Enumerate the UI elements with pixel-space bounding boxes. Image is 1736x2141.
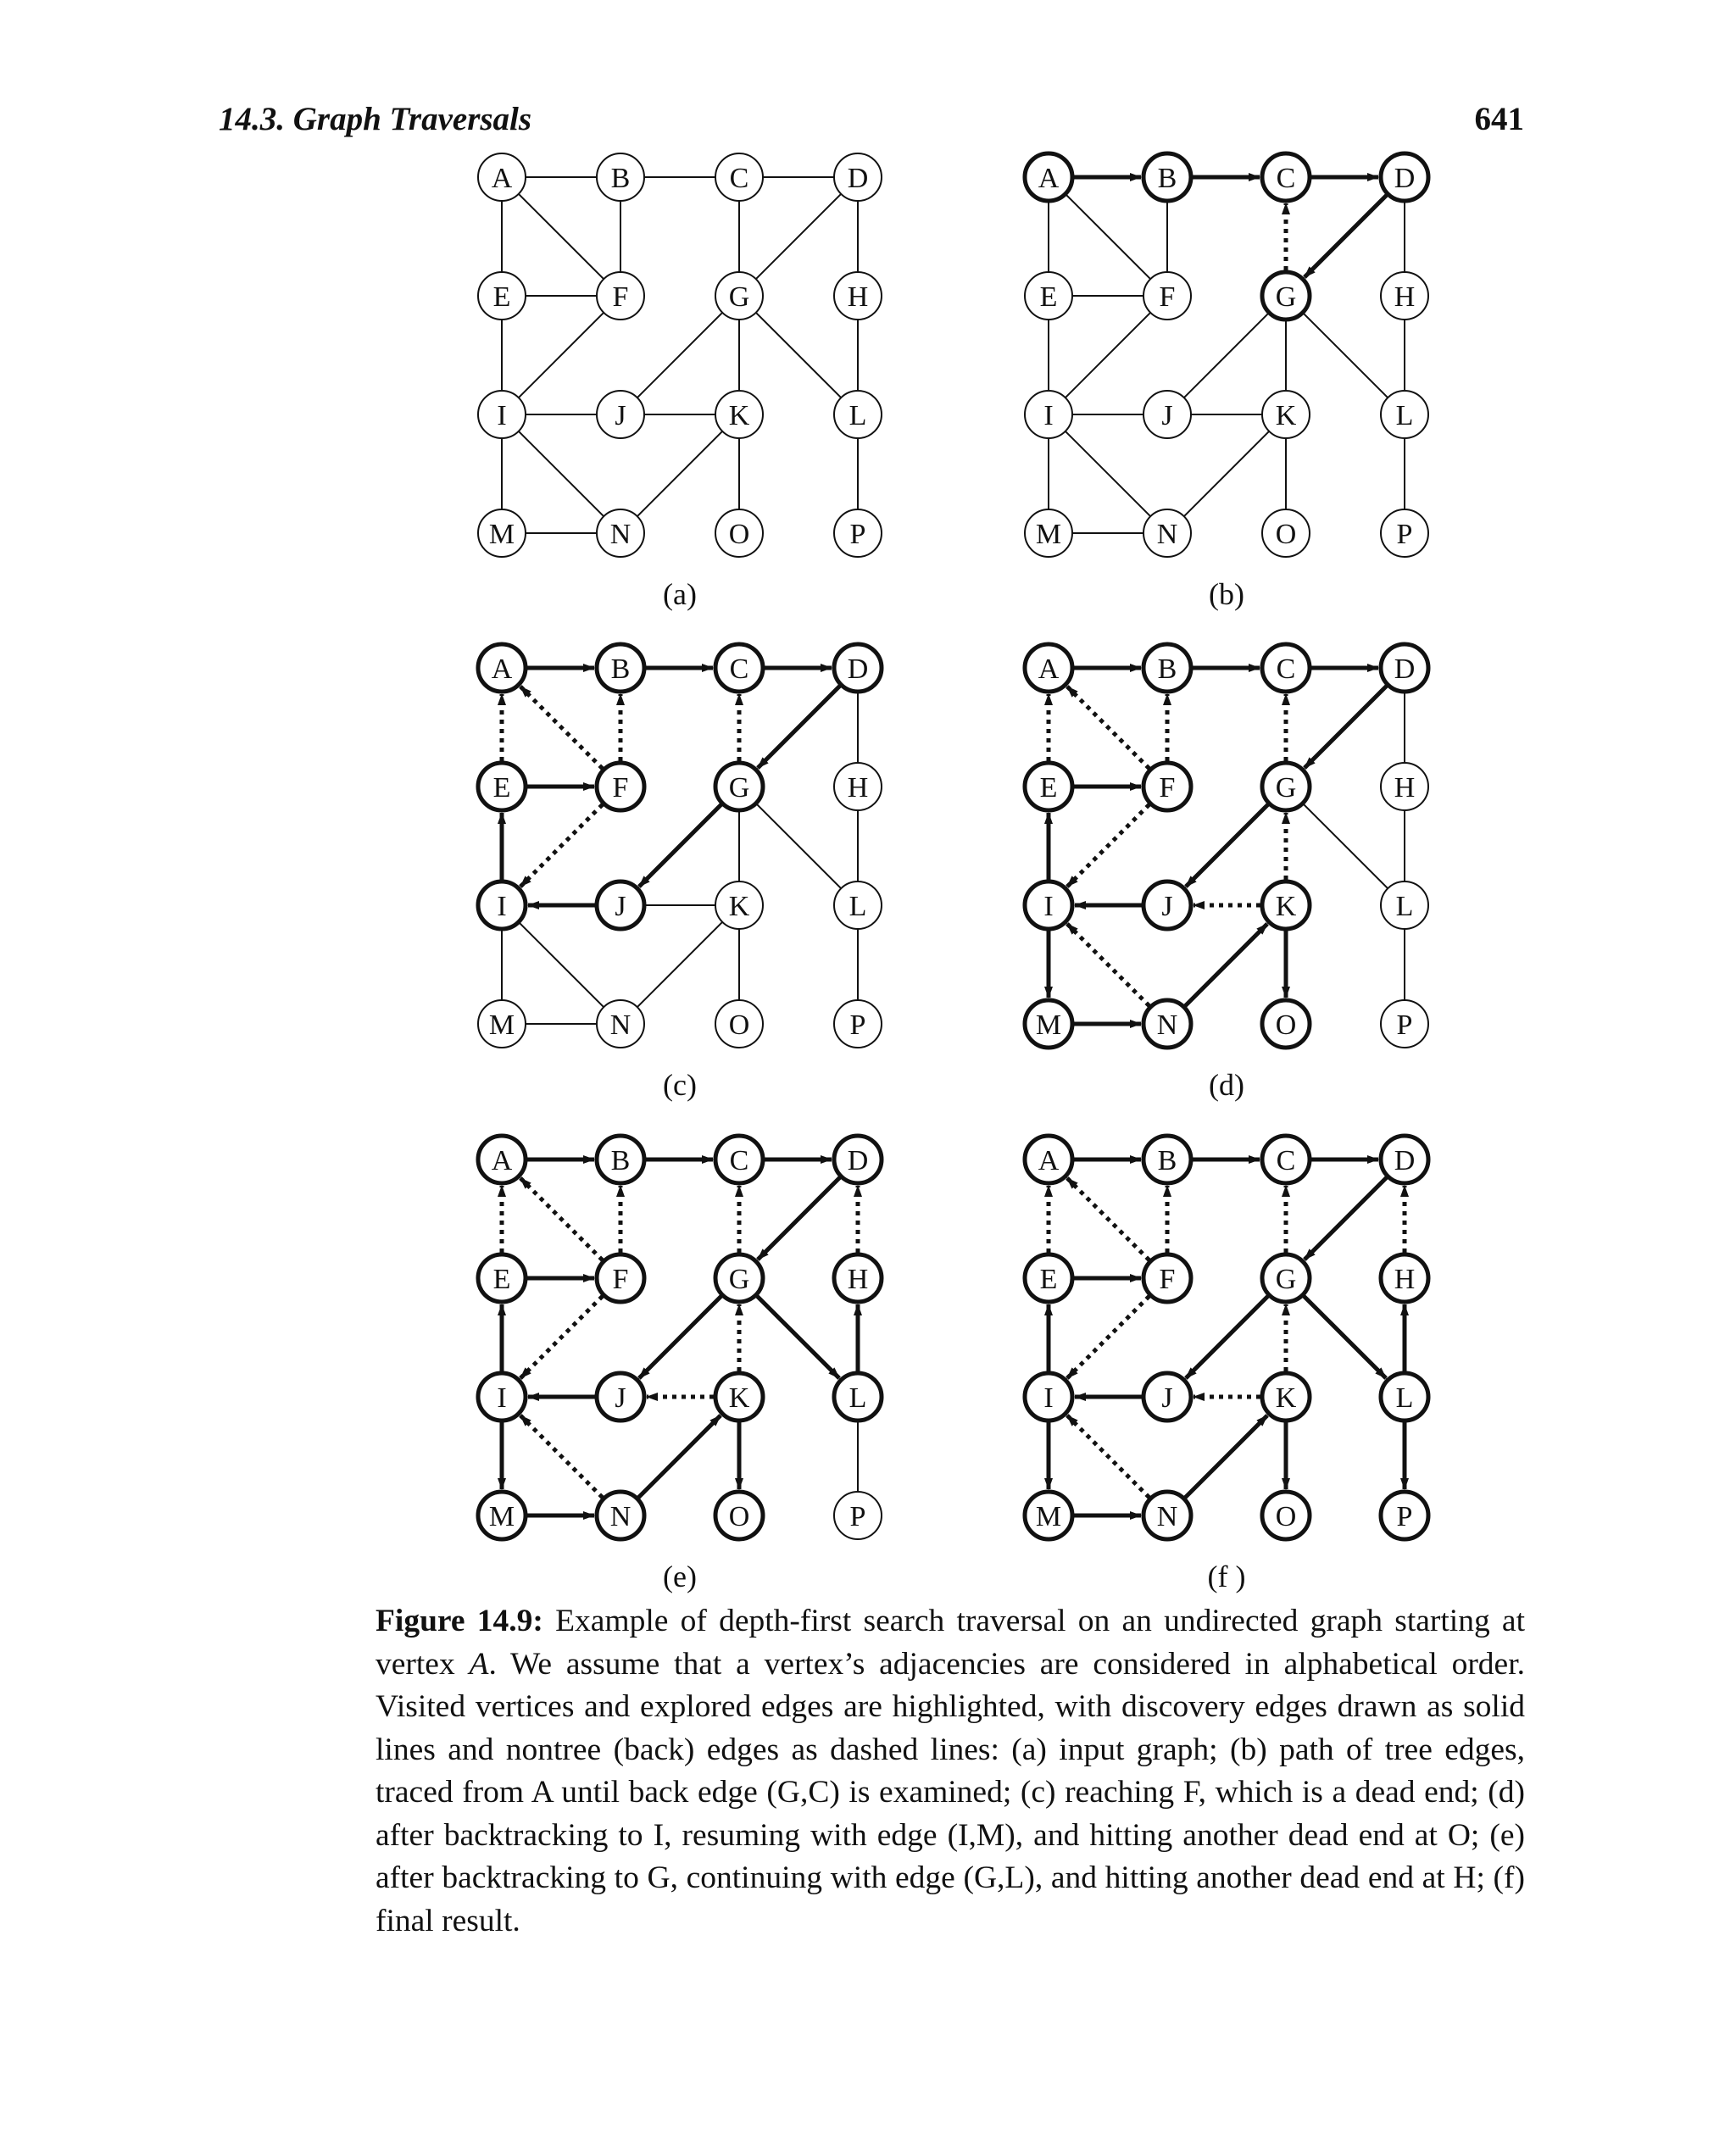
vertex-label-O: O	[728, 519, 750, 550]
vertex-label-M: M	[488, 519, 515, 550]
tree-edge-GL	[1304, 1296, 1386, 1378]
panel-4	[478, 1136, 882, 1593]
back-edge-FA	[1067, 687, 1149, 769]
vertex-label-C: C	[1276, 163, 1296, 194]
vertex-label-N: N	[609, 519, 632, 550]
vertex-label-K: K	[1275, 891, 1297, 922]
vertex-label-N: N	[1156, 1009, 1178, 1041]
panel-5	[1025, 1136, 1428, 1593]
vertex-label-G: G	[728, 281, 750, 313]
vertex-label-F: F	[1159, 772, 1176, 804]
back-edge-FI	[520, 1296, 603, 1378]
edge-GL	[756, 804, 841, 888]
vertex-label-B: B	[610, 653, 631, 685]
vertex-label-O: O	[1275, 1501, 1297, 1532]
vertex-label-I: I	[497, 891, 507, 922]
vertex-label-E: E	[492, 772, 511, 804]
back-edge-FA	[520, 1178, 603, 1260]
vertex-label-N: N	[1156, 1501, 1178, 1532]
vertex-label-G: G	[1275, 772, 1297, 804]
vertex-label-E: E	[1039, 1264, 1058, 1295]
vertex-label-C: C	[1276, 653, 1296, 685]
vertex-label-C: C	[729, 1145, 749, 1176]
tree-edge-DG	[758, 1177, 840, 1260]
edge-GJ	[637, 313, 722, 398]
vertex-label-J: J	[615, 891, 626, 922]
vertex-label-E: E	[492, 1264, 511, 1295]
back-edge-NI	[1067, 924, 1149, 1006]
vertex-label-M: M	[1035, 519, 1062, 550]
edge-GL	[1303, 804, 1388, 888]
vertex-label-M: M	[1035, 1501, 1062, 1532]
edge-GL	[1303, 313, 1388, 398]
vertex-label-I: I	[497, 400, 507, 431]
vertex-label-K: K	[1275, 400, 1297, 431]
vertex-label-L: L	[1395, 400, 1414, 431]
page-number: 641	[1474, 101, 1524, 137]
edge-AF	[519, 194, 604, 279]
vertex-label-L: L	[1395, 1382, 1414, 1414]
vertex-label-I: I	[1043, 891, 1054, 922]
vertex-label-O: O	[728, 1501, 750, 1532]
vertex-label-L: L	[849, 1382, 867, 1414]
vertex-label-H: H	[847, 772, 869, 804]
panel-0	[478, 153, 882, 611]
panel-label: (a)	[663, 577, 697, 611]
panel-label: (b)	[1209, 577, 1244, 611]
vertex-label-D: D	[847, 163, 869, 194]
vertex-label-G: G	[1275, 1264, 1297, 1295]
panel-label: (c)	[663, 1068, 697, 1102]
vertex-label-H: H	[847, 281, 869, 313]
vertex-label-O: O	[1275, 519, 1297, 550]
tree-edge-GJ	[1186, 804, 1268, 887]
figure-caption	[376, 1600, 1525, 1943]
vertex-label-L: L	[849, 891, 867, 922]
vertex-label-I: I	[1043, 400, 1054, 431]
vertex-label-J: J	[1161, 891, 1173, 922]
vertex-label-H: H	[1394, 1264, 1416, 1295]
panel-1	[1025, 153, 1428, 611]
tree-edge-GJ	[639, 1296, 721, 1378]
vertex-label-H: H	[847, 1264, 869, 1295]
vertex-label-K: K	[728, 891, 750, 922]
vertex-label-G: G	[728, 772, 750, 804]
panel-label: (e)	[663, 1560, 697, 1593]
vertex-label-A: A	[491, 163, 513, 194]
edge-IN	[1066, 431, 1150, 516]
vertex-label-M: M	[1035, 1009, 1062, 1041]
tree-edge-GJ	[1186, 1296, 1268, 1378]
vertex-label-M: M	[488, 1009, 515, 1041]
vertex-label-E: E	[1039, 772, 1058, 804]
vertex-label-E: E	[492, 281, 511, 313]
panel-label: (d)	[1209, 1068, 1244, 1102]
tree-edge-NK	[638, 1415, 721, 1498]
vertex-label-B: B	[1157, 163, 1177, 194]
vertex-label-K: K	[728, 1382, 750, 1414]
vertex-label-A: A	[491, 1145, 513, 1176]
vertex-label-N: N	[609, 1501, 632, 1532]
vertex-label-A: A	[1038, 653, 1060, 685]
vertex-label-F: F	[1159, 1264, 1176, 1295]
edge-FI	[519, 313, 604, 398]
vertex-label-P: P	[849, 1009, 866, 1041]
caption-text-1: Example of depth-first search traversal on an undirected graph starting at vertex	[376, 1604, 1525, 1682]
vertex-label-H: H	[1394, 772, 1416, 804]
vertex-label-A: A	[491, 653, 513, 685]
vertex-label-F: F	[612, 772, 629, 804]
edge-FI	[1066, 313, 1150, 398]
vertex-label-H: H	[1394, 281, 1416, 313]
vertex-label-A: A	[1038, 1145, 1060, 1176]
vertex-label-B: B	[1157, 653, 1177, 685]
vertex-label-D: D	[1394, 1145, 1416, 1176]
edge-DG	[756, 194, 841, 279]
vertex-label-P: P	[1396, 519, 1413, 550]
caption-text-2: . We assume that a vertex’s adjacencies are considered in alphabetical order. Visited vertices and explored edges are highlighted, with discovery edges drawn as solid lines and nontree (back) edges as dashed lines: (a) input graph; (b) path of tree edges, traced from A until back edge (G,C) is examined; (c) reaching F, which is a dead end; (d) after backtracking to I, resuming with edge (I,M), and hitting another dead end at O; (e) after backtracking to G, continuing with edge (G,L), and hitting another dead end at H; (f) final result.	[376, 1646, 1525, 1938]
tree-edge-NK	[1185, 924, 1267, 1006]
vertex-label-L: L	[849, 400, 867, 431]
tree-edge-DG	[1305, 686, 1387, 768]
vertex-label-L: L	[1395, 891, 1414, 922]
vertex-label-N: N	[609, 1009, 632, 1041]
tree-edge-DG	[1305, 1177, 1387, 1260]
tree-edge-NK	[1185, 1415, 1267, 1498]
vertex-label-B: B	[610, 1145, 631, 1176]
vertex-label-J: J	[1161, 1382, 1173, 1414]
tree-edge-GL	[757, 1296, 839, 1378]
vertex-label-D: D	[1394, 163, 1416, 194]
vertex-label-F: F	[1159, 281, 1176, 313]
vertex-label-J: J	[615, 1382, 626, 1414]
vertex-label-A: A	[1038, 163, 1060, 194]
edge-AF	[1066, 194, 1150, 279]
back-edge-FI	[1067, 1296, 1149, 1378]
vertex-label-C: C	[729, 163, 749, 194]
vertex-label-K: K	[1275, 1382, 1297, 1414]
back-edge-NI	[520, 1415, 603, 1498]
caption-vertex: A	[469, 1646, 489, 1682]
vertex-label-O: O	[1275, 1009, 1297, 1041]
edge-IN	[519, 431, 604, 516]
edge-KN	[637, 431, 722, 516]
vertex-label-F: F	[612, 1264, 629, 1295]
vertex-label-C: C	[1276, 1145, 1296, 1176]
vertex-label-K: K	[728, 400, 750, 431]
panel-2	[478, 644, 882, 1102]
edge-KN	[1184, 431, 1269, 516]
back-edge-FA	[1067, 1178, 1149, 1260]
vertex-label-J: J	[1161, 400, 1173, 431]
panel-label: (f )	[1207, 1560, 1246, 1593]
vertex-label-C: C	[729, 653, 749, 685]
back-edge-NI	[1067, 1415, 1149, 1498]
back-edge-FA	[520, 687, 603, 769]
tree-edge-DG	[1305, 195, 1387, 277]
vertex-label-I: I	[1043, 1382, 1054, 1414]
vertex-label-P: P	[1396, 1009, 1413, 1041]
vertex-label-E: E	[1039, 281, 1058, 313]
back-edge-FI	[520, 804, 603, 887]
back-edge-FI	[1067, 804, 1149, 887]
vertex-label-J: J	[615, 400, 626, 431]
caption-label: Figure 14.9:	[376, 1604, 543, 1638]
tree-edge-DG	[758, 686, 840, 768]
vertex-label-G: G	[1275, 281, 1297, 313]
vertex-label-F: F	[612, 281, 629, 313]
edge-GL	[756, 313, 841, 398]
vertex-label-D: D	[1394, 653, 1416, 685]
edge-KN	[637, 922, 722, 1007]
vertex-label-I: I	[497, 1382, 507, 1414]
vertex-label-D: D	[847, 1145, 869, 1176]
vertex-label-B: B	[610, 163, 631, 194]
vertex-label-M: M	[488, 1501, 515, 1532]
edge-GJ	[1184, 313, 1269, 398]
section-title: 14.3. Graph Traversals	[219, 101, 532, 137]
panel-3	[1025, 644, 1428, 1102]
vertex-label-B: B	[1157, 1145, 1177, 1176]
vertex-label-N: N	[1156, 519, 1178, 550]
vertex-label-P: P	[849, 1501, 866, 1532]
vertex-label-P: P	[849, 519, 866, 550]
vertex-label-G: G	[728, 1264, 750, 1295]
vertex-label-D: D	[847, 653, 869, 685]
vertex-label-P: P	[1396, 1501, 1413, 1532]
edge-IN	[519, 922, 604, 1007]
tree-edge-GJ	[639, 804, 721, 887]
vertex-label-O: O	[728, 1009, 750, 1041]
